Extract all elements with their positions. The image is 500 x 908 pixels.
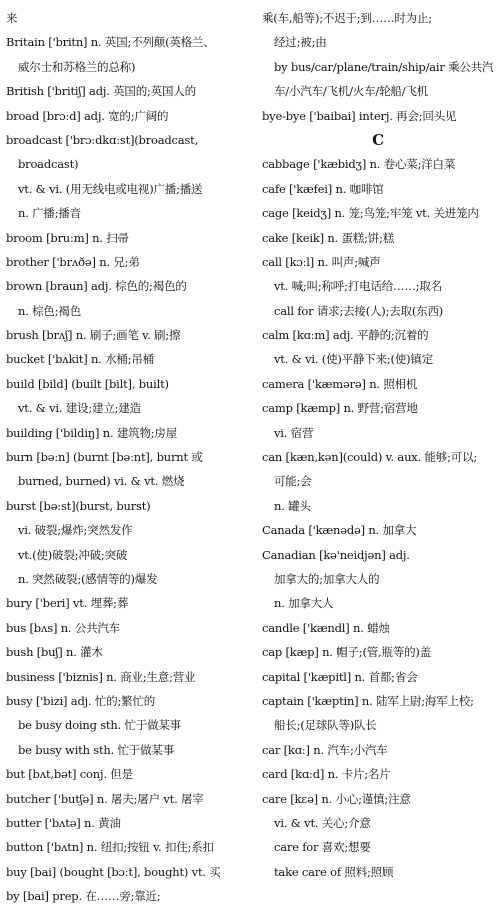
- dictionary-line: brother ['brʌðə] n. 兄;弟: [6, 254, 140, 269]
- dictionary-line: n. 罐头: [274, 498, 311, 513]
- dictionary-line: call [kɔːl] n. 叫声;喊声: [262, 254, 381, 269]
- dictionary-line: bucket ['bʌkit] n. 水桶;吊桶: [6, 352, 154, 367]
- dictionary-line: captain ['kæptin] n. 陆军上尉;海军上校;: [262, 693, 474, 708]
- dictionary-line: business ['biznis] n. 商业;生意;营业: [6, 669, 196, 684]
- dictionary-line: 来: [6, 11, 18, 25]
- dictionary-left-column: [6, 6, 244, 908]
- dictionary-line: butter ['bʌtə] n. 黄油: [6, 815, 121, 830]
- dictionary-line: buy [bai] (bought [bɔːt], bought) vt. 买: [6, 864, 221, 879]
- dictionary-line: 威尔士和苏格兰的总称): [18, 59, 136, 74]
- dictionary-line: cabbage ['kæbidʒ] n. 卷心菜;洋白菜: [262, 157, 456, 172]
- dictionary-line: care [kɛə] n. 小心;谨慎;注意: [262, 791, 411, 806]
- dictionary-line: bush [buʃ] n. 灌木: [6, 645, 103, 660]
- dictionary-line: 车/小汽车/飞机/火车/轮船/飞机: [274, 84, 428, 99]
- dictionary-line: broadcast ['brɔːdkɑːst](broadcast,: [6, 132, 199, 147]
- dictionary-line: cafe ['kæfei] n. 咖啡馆: [262, 181, 384, 196]
- dictionary-line: by bus/car/plane/train/ship/air 乘公共汽: [274, 59, 494, 74]
- dictionary-line: broom [bruːm] n. 扫帚: [6, 230, 129, 245]
- dictionary-line: vt. & vi. 建设;建立;建造: [18, 401, 141, 416]
- dictionary-right-column: [262, 6, 494, 884]
- dictionary-line: n. 突然破裂;(感情等的)爆发: [18, 571, 158, 586]
- dictionary-line: vt. & vi. (使)平静下来;(使)镇定: [274, 352, 434, 367]
- dictionary-line: broad [brɔːd] adj. 宽的;广阔的: [6, 108, 169, 123]
- dictionary-line: brush [brʌʃ] n. 刷子;画笔 v. 刷;擦: [6, 328, 181, 343]
- dictionary-line: car [kɑː] n. 汽车;小汽车: [262, 742, 388, 757]
- dictionary-line: calm [kɑːm] adj. 平静的;沉着的: [262, 328, 429, 343]
- dictionary-line: vi. 宿营: [274, 425, 314, 440]
- dictionary-line: but [bʌt,bət] conj. 但是: [6, 767, 133, 782]
- dictionary-line: be busy with sth. 忙于做某事: [18, 742, 174, 757]
- dictionary-line: can [kæn,kən](could) v. aux. 能够;可以;: [262, 450, 478, 465]
- dictionary-line: 乘(车,船等);不迟于;到……时为止;: [262, 11, 432, 25]
- dictionary-line: Canada ['kænədə] n. 加拿大: [262, 523, 417, 538]
- dictionary-line: vt.(使)破裂;冲破;突破: [18, 547, 128, 562]
- dictionary-line: n. 广播;播音: [18, 206, 81, 221]
- dictionary-line: care for 喜欢;想要: [274, 840, 371, 855]
- dictionary-line: call for 请求;去接(人);去取(东西): [274, 303, 444, 318]
- dictionary-line: cap [kæp] n. 帽子;(管,瓶等的)盖: [262, 645, 432, 660]
- dictionary-line: vi. & vt. 关心;介意: [274, 815, 371, 830]
- dictionary-line: butcher ['butʃə] n. 屠夫;屠户 vt. 屠宰: [6, 791, 204, 806]
- dictionary-line: Britain ['britn] n. 英国;不列颠(英格兰、: [6, 35, 215, 50]
- dictionary-line: build [bild] (built [bilt], built): [6, 376, 169, 391]
- dictionary-line: vi. 破裂;爆炸;突然发作: [18, 523, 133, 538]
- dictionary-line: burn [bəːn] (burnt [bəːnt], burnt 或: [6, 450, 203, 465]
- dictionary-line: n. 加拿大人: [274, 596, 334, 611]
- dictionary-line: card [kɑːd] n. 卡片;名片: [262, 767, 391, 782]
- dictionary-line: Canadian [kə'neidjən] adj.: [262, 547, 410, 562]
- dictionary-line: be busy doing sth. 忙于做某事: [18, 718, 181, 733]
- dictionary-line: bus [bʌs] n. 公共汽车: [6, 620, 121, 635]
- dictionary-line: cake [keik] n. 蛋糕;饼;糕: [262, 230, 395, 245]
- dictionary-line: vt. 喊;叫;称呼;打电话给……;取名: [274, 279, 442, 294]
- dictionary-line: broadcast): [18, 157, 79, 172]
- dictionary-line: camera ['kæmərə] n. 照相机: [262, 376, 418, 391]
- dictionary-line: building ['bildiŋ] n. 建筑物;房屋: [6, 425, 178, 440]
- dictionary-line: camp [kæmp] n. 野营;宿营地: [262, 401, 418, 416]
- dictionary-line: brown [braun] adj. 棕色的;褐色的: [6, 279, 187, 294]
- dictionary-line: burst [bəːst](burst, burst): [6, 498, 151, 513]
- dictionary-line: take care of 照料;照顾: [274, 864, 394, 879]
- dictionary-line: 可能;会: [274, 474, 312, 489]
- dictionary-line: 经过;被;由: [274, 35, 327, 50]
- dictionary-line: burned, burned) vi. & vt. 燃烧: [18, 474, 185, 489]
- dictionary-line: button ['bʌtn] n. 纽扣;按钮 v. 扣住;系扣: [6, 840, 214, 855]
- dictionary-line: bye-bye ['baibai] interj. 再会;回头见: [262, 108, 457, 123]
- dictionary-line: capital ['kæpitl] n. 首都;省会: [262, 669, 418, 684]
- section-heading: C: [372, 130, 384, 149]
- dictionary-line: 船长;(足球队等)队长: [274, 718, 377, 733]
- dictionary-line: busy ['bizi] adj. 忙的;繁忙的: [6, 693, 156, 708]
- dictionary-line: vt. & vi. (用无线电或电视)广播;播送: [18, 181, 203, 196]
- dictionary-line: 加拿大的;加拿大人的: [274, 571, 380, 586]
- dictionary-line: British ['britiʃ] adj. 英国的;英国人的: [6, 84, 196, 99]
- dictionary-line: bury ['beri] vt. 埋葬;葬: [6, 596, 129, 611]
- dictionary-line: by [bai] prep. 在……旁;靠近;: [6, 889, 161, 904]
- dictionary-line: cage [keidʒ] n. 笼;鸟笼;牢笼 vt. 关进笼内: [262, 206, 479, 221]
- dictionary-line: candle ['kændl] n. 蜡烛: [262, 620, 390, 635]
- dictionary-line: n. 棕色;褐色: [18, 303, 81, 318]
